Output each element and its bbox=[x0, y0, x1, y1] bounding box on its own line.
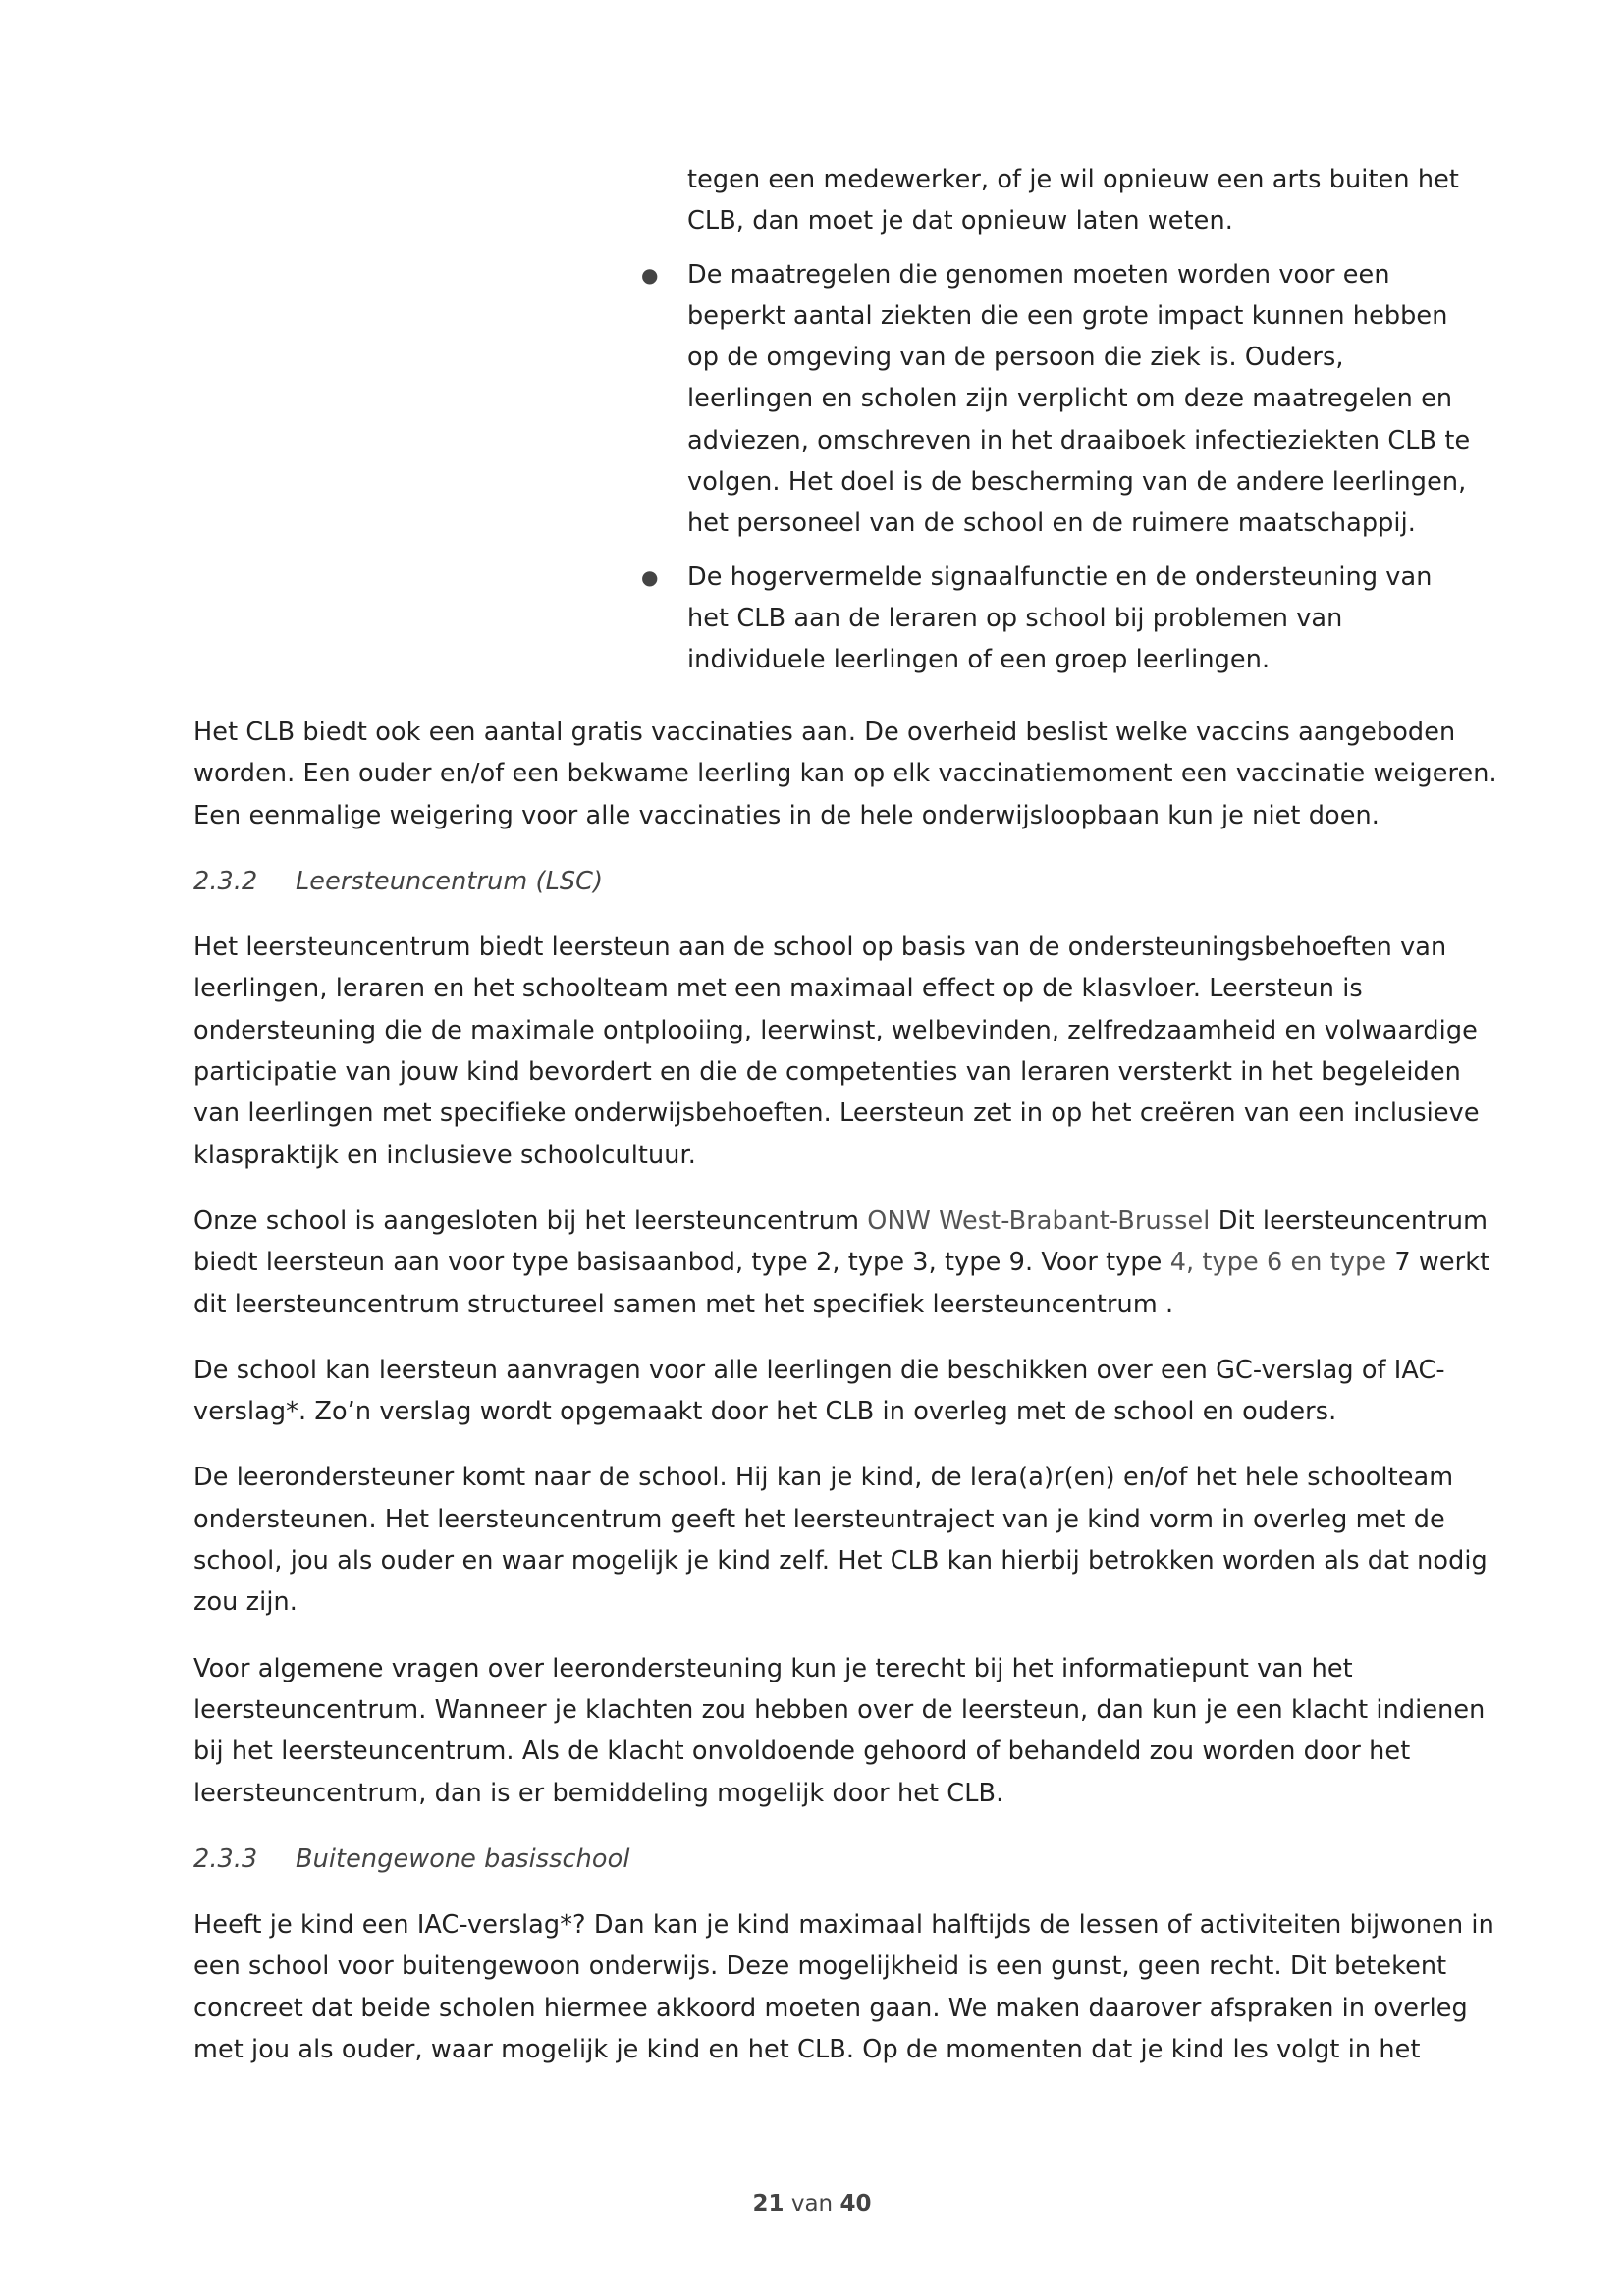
paragraph-lsc-aangesloten bbox=[193, 1201, 1499, 1325]
text-run: Dit leersteuncentrum biedt leersteun aan voor type basisaanbod, type 2, type 3, type 9. Voor type bbox=[193, 1205, 1489, 1278]
paragraph-lsc-vragen: Voor algemene vragen over leerondersteuning kun je terecht bij het informatiepunt van het leersteuncentrum. Wanneer je klachten zou hebben over de leersteun, dan kun je een klacht indienen bij het leersteuncentrum. Als de klacht onvoldoende gehoord of behandeld zou worden door het leersteuncentrum, dan is er bemiddeling mogelijk door het CLB. bbox=[193, 1653, 1486, 1808]
body-text bbox=[193, 712, 1499, 2095]
page-footer bbox=[0, 2191, 1624, 2216]
bullet-item bbox=[628, 254, 1473, 545]
page-total: 40 bbox=[839, 2191, 872, 2216]
page-number: 21 bbox=[752, 2191, 785, 2216]
bullet-continuation: tegen een medewerker, of je wil opnieuw een arts buiten het CLB, dan moet je dat opnieuw laten weten. bbox=[687, 165, 1459, 237]
bullet-text: De hogervermelde signaalfunctie en de ondersteuning van het CLB aan de leraren op school bij problemen van individuele leerlingen of een groep leerlingen. bbox=[687, 561, 1433, 675]
paragraph-vaccinaties: Het CLB biedt ook een aantal gratis vaccinaties aan. De overheid beslist welke vaccins aangeboden worden. Een ouder en/of een bekwame leerling kan op elk vaccinatiemoment een vaccinatie weigeren. Een eenmalige weigering voor alle vaccinaties in de hele onderwijsloopbaan kun je niet doen. bbox=[193, 718, 1497, 830]
leersteuncentrum-name: ONW West-Brabant-Brussel bbox=[867, 1205, 1211, 1236]
page-separator: van bbox=[790, 2191, 834, 2216]
text-run: . bbox=[1164, 1289, 1174, 1319]
text-run: 7 werkt dit leersteuncentrum structureel samen met het specifiek leersteuncentrum bbox=[193, 1248, 1490, 1319]
section-title: Buitengewone basisschool bbox=[296, 1843, 630, 1874]
section-number: 2.3.2 bbox=[193, 866, 258, 896]
paragraph-lsc-leerondersteuner: De leerondersteuner komt naar de school. Hij kan je kind, de lera(a)r(en) en/of het hele schoolteam ondersteunen. Het leersteuncentrum geeft het leersteuntraject van je kind vorm in overleg met de school, jou als ouder en waar mogelijk je kind zelf. Het CLB kan hierbij betrokken worden als dat nodig zou zijn. bbox=[193, 1463, 1488, 1618]
section-title: Leersteuncentrum (LSC) bbox=[296, 866, 604, 896]
type-list: 4, type 6 en type bbox=[1169, 1248, 1387, 1278]
paragraph-buitengewoon: Heeft je kind een IAC-verslag*? Dan kan je kind maximaal halftijds de lessen of activiteiten bijwonen in een school voor buitengewoon onderwijs. Deze mogelijkheid is een gunst, geen recht. Dit betekent concreet dat beide scholen hiermee akkoord moeten gaan. We maken daarover afspraken in overleg met jou als ouder, waar mogelijk je kind en het CLB. Op de momenten dat je kind les volgt in het bbox=[193, 1910, 1494, 2065]
paragraph-lsc-intro: Het leersteuncentrum biedt leersteun aan de school op basis van de ondersteuningsbehoeften van leerlingen, leraren en het schoolteam met een maximaal effect op de klasvloer. Leersteun is ondersteuning die de maximale ontplooiing, leerwinst, welbevinden, zelfredzaamheid en volwaardige participatie van jouw kind bevordert en die de competenties van leraren versterkt in het begeleiden van leerlingen met specifieke onderwijsbehoeften. Leersteun zet in op het creëren van een inclusieve klaspraktijk en inclusieve schoolcultuur. bbox=[193, 933, 1480, 1170]
bullet-dot-icon: ● bbox=[641, 564, 659, 589]
paragraph-lsc-aanvragen: De school kan leersteun aanvragen voor alle leerlingen die beschikken over een GC-verslag of IAC-verslag*. Zo’n verslag wordt opgemaakt door het CLB in overleg met de school en ouders. bbox=[193, 1355, 1445, 1427]
section-heading-lsc bbox=[193, 861, 1499, 902]
bullet-dot-icon: ● bbox=[641, 262, 659, 287]
bullet-item bbox=[628, 557, 1473, 681]
bullet-text: De maatregelen die genomen moeten worden voor een beperkt aantal ziekten die een grote impact kunnen hebben op de omgeving van de persoon die ziek is. Ouders, leerlingen en scholen zijn verplicht om deze maatregelen en adviezen, omschreven in het draaiboek infectieziekten CLB te volgen. Het doel is de bescherming van de andere leerlingen, het personeel van de school en de ruimere maatschappij. bbox=[687, 259, 1471, 539]
section-number: 2.3.3 bbox=[193, 1843, 258, 1874]
section-heading-buitengewoon bbox=[193, 1839, 1499, 1880]
text-run: Onze school is aangesloten bij het leersteuncentrum bbox=[193, 1205, 868, 1236]
bullet-list bbox=[628, 159, 1473, 693]
